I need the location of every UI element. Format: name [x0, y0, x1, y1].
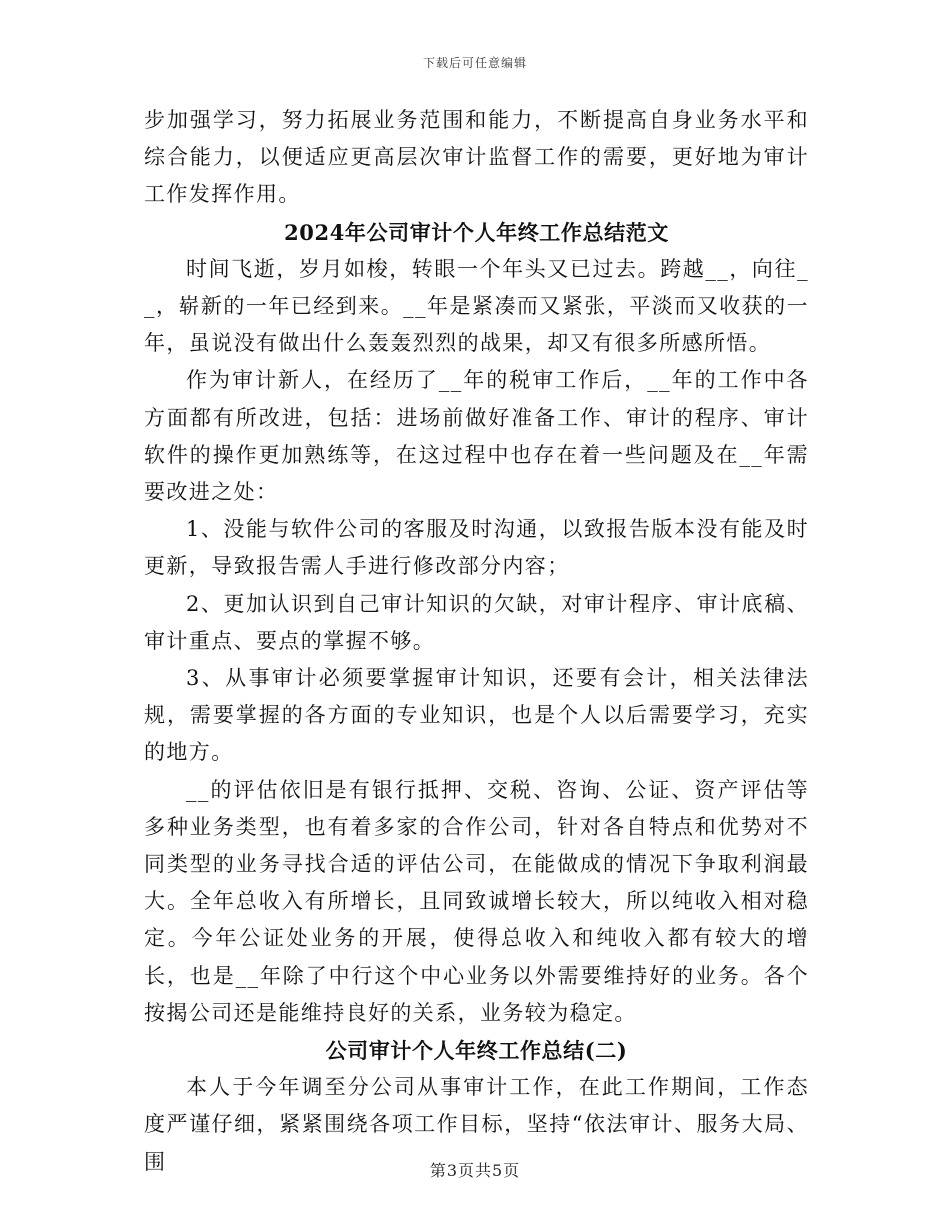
paragraph-business: __的评估依旧是有银行抵押、交税、咨询、公证、资产评估等多种业务类型，也有着多家的合作公司，针对各自特点和优势对不同类型的业务寻找合适的评估公司，在能做成的情况下争取利润最大。全年总收入有所增长，且同致诚增长较大，所以纯收入相对稳定。今年公证处业务的开展，使得总收入和纯收入都有较大的增长，也是__年除了中行这个中心业务以外需要维持好的业务。各个按揭公司还是能维持良好的关系，业务较为稳定。 [144, 777, 809, 1025]
document-body [144, 102, 809, 1181]
section-heading-1: 2024年公司审计个人年终工作总结范文 [284, 219, 669, 245]
section-heading-2: 公司审计个人年终工作总结(二) [325, 1038, 628, 1064]
list-item-3: 3、从事审计必须要掌握审计知识，还要有会计，相关法律法规，需要掌握的各方面的专业知识，也是个人以后需要学习，充实的地方。 [144, 666, 809, 765]
paragraph-continuation: 步加强学习，努力拓展业务范围和能力，不断提高自身业务水平和综合能力，以便适应更高层次审计监督工作的需要，更好地为审计工作发挥作用。 [144, 108, 809, 207]
list-item-2: 2、更加认识到自己审计知识的欠缺，对审计程序、审计底稿、审计重点、要点的掌握不够。 [144, 591, 809, 653]
page-header: 下载后可任意编辑 [422, 56, 527, 70]
list-item-1: 1、没能与软件公司的客服及时沟通，以致报告版本没有能及时更新，导致报告需人手进行修改部分内容； [144, 517, 809, 579]
paragraph-section-2: 本人于今年调至分公司从事审计工作，在此工作期间，工作态度严谨仔细，紧紧围绕各项工作目标，坚持“依法审计、服务大局、围 [144, 1075, 809, 1174]
paragraph-intro: 时间飞逝，岁月如梭，转眼一个年头又已过去。跨越__，向往__，崭新的一年已经到来。__年是紧凑而又紧张，平淡而又收获的一年，虽说没有做出什么轰轰烈烈的战果，却又有很多所感所悟。 [144, 256, 809, 356]
paragraph-review: 作为审计新人，在经历了__年的税审工作后，__年的工作中各方面都有所改进，包括：进场前做好准备工作、审计的程序、审计软件的操作更加熟练等，在这过程中也存在着一些问题及在__年需要改进之处： [144, 368, 809, 505]
page-footer: 第3页共5页 [429, 1161, 521, 1180]
